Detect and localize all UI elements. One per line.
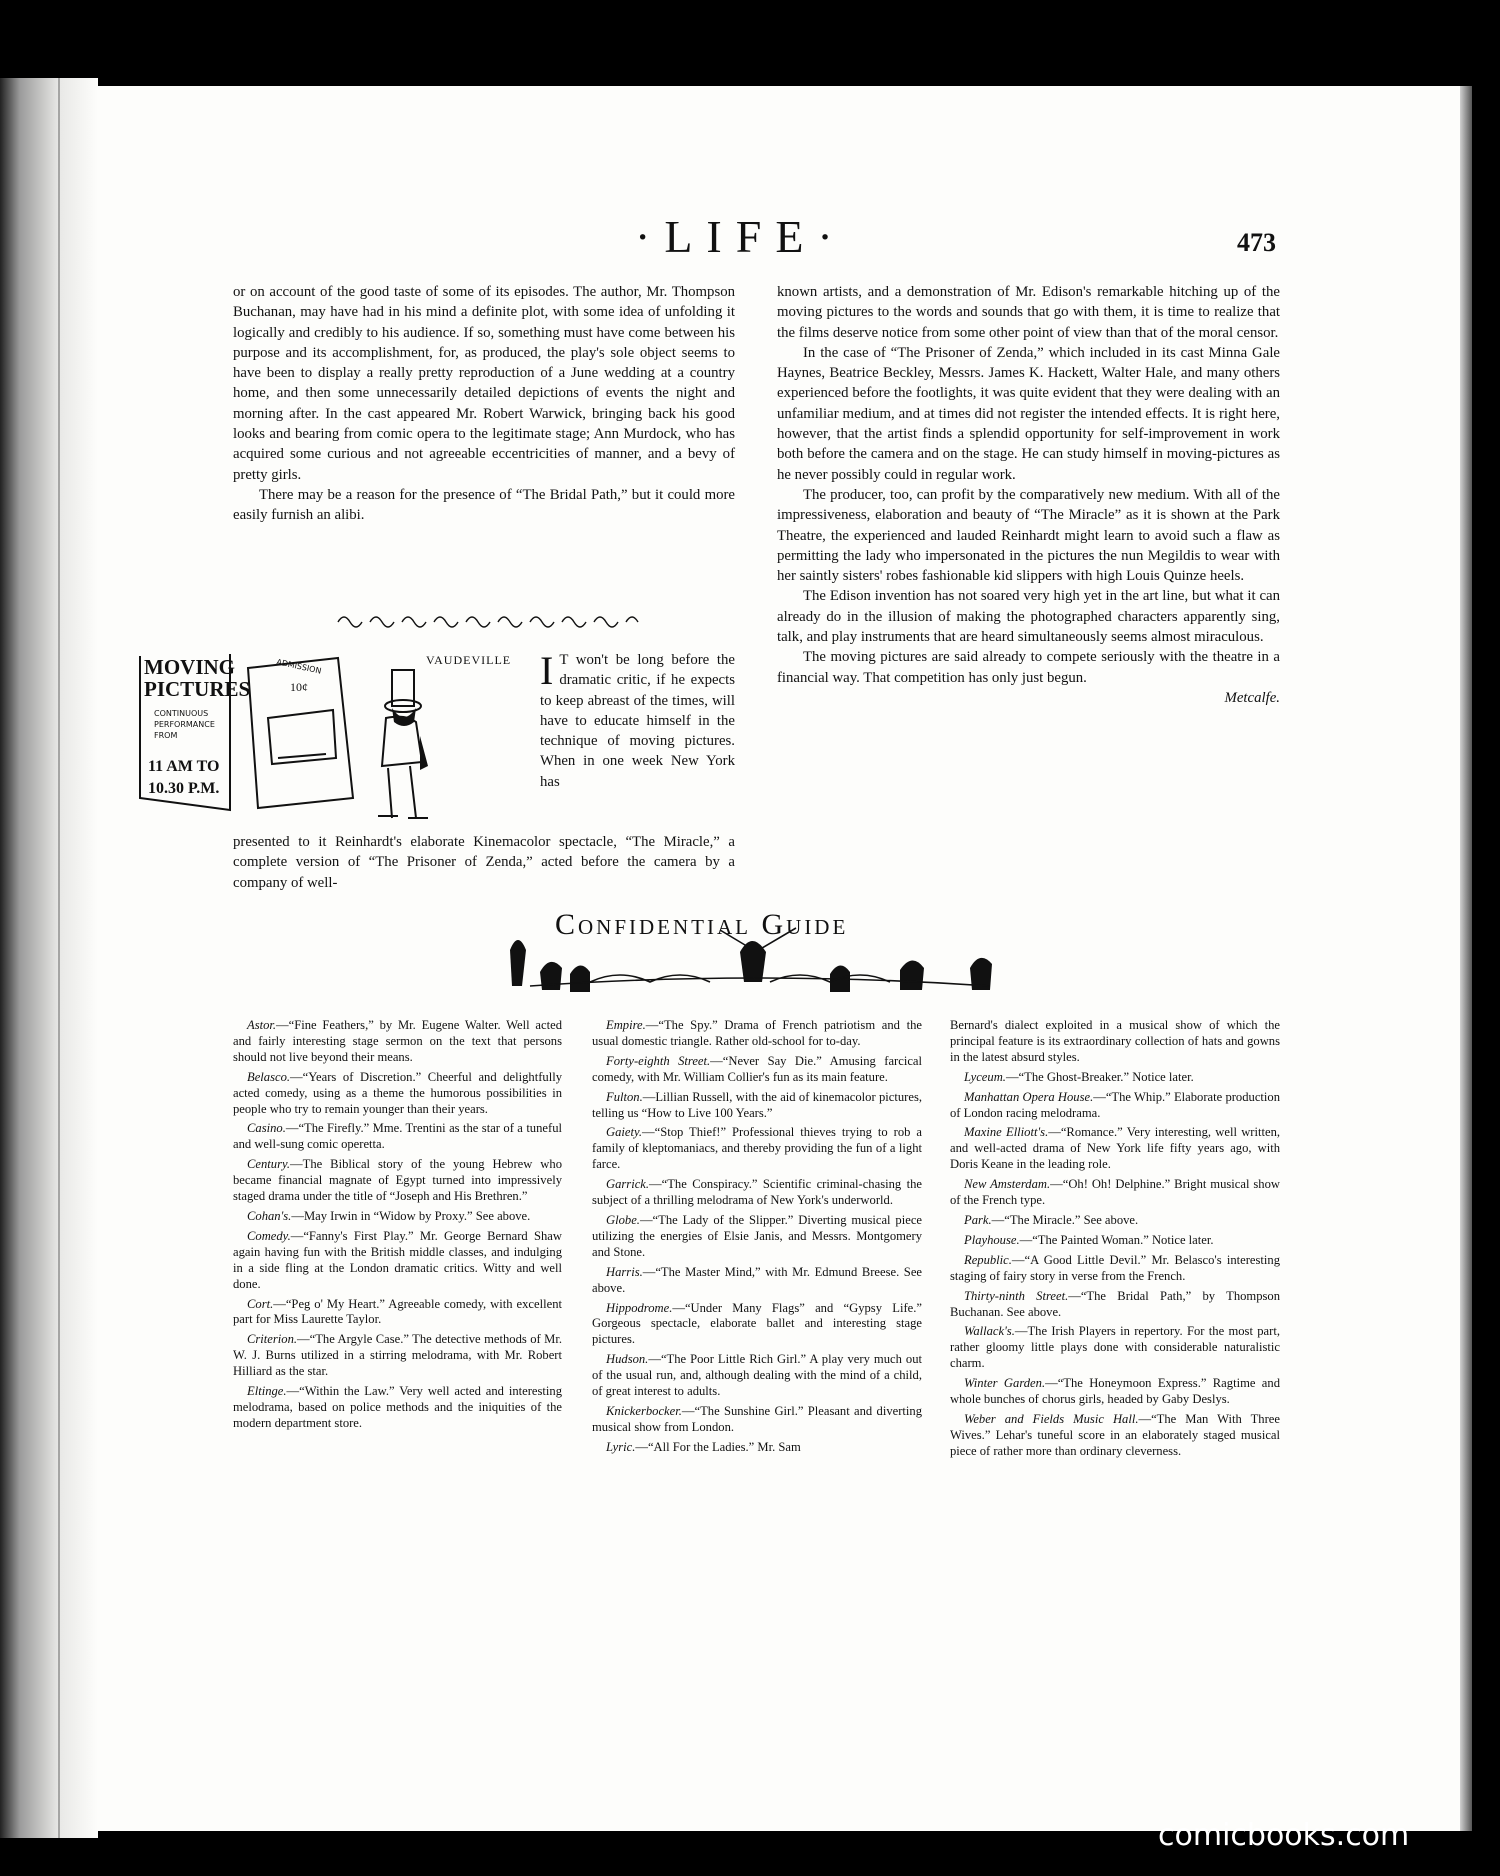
venue-name: Century. bbox=[247, 1157, 291, 1172]
venue-name: New Amsterdam. bbox=[964, 1177, 1051, 1192]
guide-entry bbox=[592, 1125, 922, 1173]
guide-continuation: Bernard's dialect exploited in a musical show of which the principal feature is its extraordinary collection of hats and gowns in the latest absurd styles. bbox=[950, 1018, 1280, 1064]
venue-description: —“A Good Little Devil.” Mr. Belasco's interesting staging of fairy story in verse from the French. bbox=[950, 1252, 1280, 1283]
right-column bbox=[777, 282, 1280, 708]
masthead: ·LIFE· bbox=[635, 211, 847, 262]
guide-entry bbox=[950, 1233, 1280, 1249]
sign-hours bbox=[148, 756, 219, 800]
venue-description: —“Romance.” Very interesting, well written, and well-acted drama of New York life fifty years ago, with Doris Keane in the leading role. bbox=[950, 1125, 1281, 1172]
venue-description: —“The Bridal Path,” by Thompson Buchanan. See above. bbox=[950, 1288, 1281, 1319]
venue-name: Weber and Fields Music Hall. bbox=[964, 1411, 1139, 1426]
guide-entry bbox=[592, 1177, 922, 1209]
sign-hours-line: 11 AM TO bbox=[148, 758, 220, 775]
venue-description: —“The Painted Woman.” Notice later. bbox=[1019, 1232, 1214, 1247]
guide-column-1 bbox=[233, 1018, 562, 1436]
left-column-bottom bbox=[233, 832, 735, 893]
venue-name: Harris. bbox=[606, 1264, 643, 1279]
review-paragraph: or on account of the good taste of some of its episodes. The author, Mr. Thompson Buchanan, may have had in his mind a definite plot, with some idea of unfolding it logically and credibly to his audience. If so, something must have come between his purpose and its accomplishment, for, as produced, the play's sole object seems to have been to display a really pretty reproduction of a June wedding at a country home, and then some unnecessarily detailed depictions of events the night and morning after. In the cast appeared Mr. Robert Warwick, bringing back his good looks and bearing from comic opera to the legitimate stage; Ann Murdock, who has acquired some curious and not agreeable eccentricities of manner, and a bevy of pretty girls. bbox=[233, 284, 735, 483]
moving-pictures-cartoon bbox=[138, 648, 528, 828]
venue-description: —“All For the Ladies.” Mr. Sam bbox=[635, 1439, 801, 1454]
venue-name: Cort. bbox=[247, 1296, 274, 1311]
booth-label: ADMISSION bbox=[275, 657, 323, 676]
binding-gutter bbox=[0, 78, 98, 1838]
venue-name: Lyceum. bbox=[964, 1069, 1006, 1084]
guide-entry bbox=[592, 1213, 922, 1261]
venue-name: Empire. bbox=[606, 1018, 646, 1032]
guide-entry bbox=[233, 1297, 562, 1329]
venue-name: Knickerbocker. bbox=[606, 1403, 682, 1418]
venue-name: Wallack's. bbox=[964, 1324, 1015, 1339]
guide-title: Confidential Guide bbox=[555, 908, 849, 941]
venue-description: —Lillian Russell, with the aid of kinemacolor pictures, telling us “How to Live 100 Years.” bbox=[592, 1089, 922, 1120]
guide-entry bbox=[592, 1265, 922, 1297]
venue-name: Fulton. bbox=[606, 1089, 643, 1104]
vaudeville-wrap-text bbox=[540, 650, 735, 792]
venue-description: —The Biblical story of the young Hebrew who became financial magnate of Egypt turned into impressively staged drama under the title of “Joseph and His Brethren.” bbox=[233, 1157, 562, 1204]
venue-description: —“The Firefly.” Mme. Trentini as the star of a tuneful and well-sung comic operetta. bbox=[233, 1121, 562, 1152]
venue-name: Criterion. bbox=[247, 1332, 298, 1347]
venue-description: —“Peg o' My Heart.” Agreeable comedy, with excellent part for Miss Laurette Taylor. bbox=[233, 1296, 562, 1327]
venue-name: Casino. bbox=[247, 1121, 286, 1136]
venue-description: —“Stop Thief!” Professional thieves trying to rob a family of kleptomaniacs, and thereby providing the fun of a light farce. bbox=[592, 1125, 922, 1172]
venue-description: —“The Argyle Case.” The detective methods of Mr. W. J. Burns utilized in a stirring melodrama, with Mr. Robert Hilliard as the star. bbox=[233, 1332, 562, 1379]
section-label: VAUDEVILLE bbox=[426, 653, 512, 667]
venue-name: Comedy. bbox=[247, 1228, 291, 1243]
venue-name: Eltinge. bbox=[247, 1384, 287, 1399]
guide-entry bbox=[950, 1213, 1280, 1229]
sign-title bbox=[144, 656, 250, 700]
venue-name: Garrick. bbox=[606, 1177, 650, 1192]
review-paragraph: There may be a reason for the presence of “The Bridal Path,” but it could more easily furnish an alibi. bbox=[233, 486, 735, 524]
venue-description: —“The Miracle.” See above. bbox=[991, 1212, 1139, 1227]
venue-name: Hudson. bbox=[606, 1352, 649, 1367]
review-paragraph: presented to it Reinhardt's elaborate Kinemacolor spectacle, “The Miracle,” a complete version of “The Prisoner of Zenda,” acted before the camera by a company of well- bbox=[233, 834, 735, 891]
venue-description: —“Years of Discretion.” Cheerful and delightfully acted comedy, using as a theme the humorous possibilities in people who try to remain younger than their years. bbox=[233, 1069, 562, 1116]
venue-description: —“The Master Mind,” with Mr. Edmund Breese. See above. bbox=[592, 1264, 922, 1295]
venue-description: —“Within the Law.” Very well acted and interesting melodrama, based on police methods and the iniquities of the modern department store. bbox=[233, 1384, 562, 1430]
venue-name: Playhouse. bbox=[964, 1232, 1020, 1247]
guide-entry bbox=[950, 1253, 1280, 1285]
author-signature: Metcalfe. bbox=[1224, 689, 1280, 706]
venue-description: —“The Ghost-Breaker.” Notice later. bbox=[1005, 1069, 1194, 1084]
venue-description: —“The Conspiracy.” Scientific criminal-chasing the subject of a thrilling melodrama of New York's underworld. bbox=[592, 1177, 922, 1208]
guide-entry bbox=[950, 1090, 1280, 1122]
guide-entry bbox=[592, 1090, 922, 1122]
guide-entry bbox=[950, 1070, 1280, 1086]
left-column-top bbox=[233, 282, 735, 526]
sign-title-line: PICTURES bbox=[144, 677, 251, 701]
venue-name: Winter Garden. bbox=[964, 1376, 1046, 1391]
venue-name: Cohan's. bbox=[247, 1208, 292, 1223]
venue-description: —“Never Say Die.” Amusing farcical comedy, with Mr. William Collier's fun as its main feature. bbox=[592, 1053, 922, 1084]
sign-detail-line: CONTINUOUS bbox=[154, 709, 209, 718]
guide-entry bbox=[950, 1177, 1280, 1209]
review-paragraph: The Edison invention has not soared very high yet in the art line, but what it can already do in the illusion of making the photographed characters apparently sing, talk, and play instruments that are heard simultaneously seems almost miraculous. bbox=[777, 588, 1280, 646]
venue-description: —“Under Many Flags” and “Gypsy Life.” Gorgeous spectacle, elaborate ballet and interesting stage pictures. bbox=[592, 1300, 922, 1347]
guide-entry bbox=[950, 1289, 1280, 1321]
venue-name: Maxine Elliott's. bbox=[964, 1125, 1049, 1140]
guide-entry bbox=[592, 1352, 922, 1400]
guide-entry bbox=[592, 1054, 922, 1086]
venue-description: —“The Poor Little Rich Girl.” A play very much out of the usual run, and, although dealing with the mind of a child, of great interest to adults. bbox=[592, 1352, 922, 1399]
venue-name: Thirty-ninth Street. bbox=[964, 1288, 1069, 1303]
drop-cap: I bbox=[540, 648, 554, 693]
venue-name: Astor. bbox=[247, 1018, 277, 1032]
sign-hours-line: 10.30 P.M. bbox=[148, 780, 220, 797]
venue-name: Gaiety. bbox=[606, 1125, 643, 1140]
guide-entry bbox=[233, 1070, 562, 1118]
guide-entry bbox=[950, 1324, 1280, 1372]
guide-entry bbox=[592, 1018, 922, 1050]
venue-description: —The Irish Players in repertory. For the most part, rather gloomy little plays done with considerable naturalistic charm. bbox=[950, 1324, 1280, 1371]
sign-details bbox=[154, 708, 215, 741]
venue-name: Forty-eighth Street. bbox=[606, 1053, 711, 1068]
venue-description: —“The Lady of the Slipper.” Diverting musical piece utilizing the energies of Elsie Janis, and Messrs. Montgomery and Stone. bbox=[592, 1212, 922, 1259]
guide-entry bbox=[592, 1404, 922, 1436]
ornament-divider bbox=[330, 610, 650, 634]
venue-description: —“Fanny's First Play.” Mr. George Bernard Shaw again having fun with the British middle classes, and indulging in a side fling at the London dramatic critics. Witty and well done. bbox=[233, 1228, 562, 1291]
booth-price: 10¢ bbox=[290, 680, 308, 694]
guide-entry bbox=[592, 1301, 922, 1349]
sign-detail-line: FROM bbox=[154, 731, 178, 740]
guide-entry bbox=[233, 1018, 562, 1066]
venue-name: Lyric. bbox=[606, 1439, 636, 1454]
review-paragraph: The producer, too, can profit by the comparatively new medium. With all of the impressiveness, elaboration and beauty of “The Miracle” as it is shown at the Park Theatre, the experienced and lauded Reinhardt might learn to avoid such a flaw as permitting the lady who impersonated in the pictures the nun Megildis to wear with her saintly sisters' robes fashionable kid slippers with high Louis Quinze heels. bbox=[777, 486, 1280, 585]
guide-entry bbox=[233, 1121, 562, 1153]
guide-entry bbox=[233, 1384, 562, 1432]
review-paragraph: In the case of “The Prisoner of Zenda,” which included in its cast Minna Gale Haynes, Beatrice Beckley, Messrs. James K. Hackett, Walter Hale, and many others experienced before the footlights, it was quite evident that they were dealing with an unfamiliar medium, and at times did not register the intended effects. It is right here, however, that the artist finds a splendid opportunity for self-improvement in work both before the camera and on the stage. He can study himself in moving-pictures as he never possibly could in regular work. bbox=[777, 344, 1280, 483]
sign-title-line: MOVING bbox=[144, 655, 235, 679]
guide-entry bbox=[592, 1440, 922, 1456]
venue-name: Republic. bbox=[964, 1252, 1012, 1267]
venue-name: Globe. bbox=[606, 1212, 640, 1227]
venue-description: —“Fine Feathers,” by Mr. Eugene Walter. Well acted and fairly interesting stage sermon on the text that persons should not live beyond their means. bbox=[233, 1018, 562, 1064]
venue-description: —May Irwin in “Widow by Proxy.” See above. bbox=[291, 1208, 531, 1223]
venue-name: Belasco. bbox=[247, 1069, 291, 1084]
venue-description: —“The Whip.” Elaborate production of London racing melodrama. bbox=[950, 1089, 1281, 1120]
review-paragraph: known artists, and a demonstration of Mr. Edison's remarkable hitching up of the moving pictures to the words and sounds that go with them, it is time to realize that the films deserve notice from some other point of view than that of the moral censor. bbox=[777, 284, 1280, 341]
guide-entry bbox=[233, 1332, 562, 1380]
guide-column-2 bbox=[592, 1018, 922, 1460]
venue-description: —“The Sunshine Girl.” Pleasant and diverting musical show from London. bbox=[592, 1403, 922, 1434]
page-edge-shadow bbox=[1460, 86, 1472, 1831]
watermark: comicbooks.com bbox=[1158, 1818, 1410, 1853]
guide-entry bbox=[233, 1209, 562, 1225]
review-paragraph: The moving pictures are said already to compete seriously with the theatre in a financial way. That competition has only just begun. bbox=[777, 649, 1280, 686]
guide-entry bbox=[233, 1229, 562, 1293]
venue-description: —“The Man With Three Wives.” Lehar's tuneful score in an elaborately staged musical piece of rather more than ordinary cleverness. bbox=[950, 1411, 1280, 1458]
guide-entry bbox=[950, 1376, 1280, 1408]
wrap-paragraph: T won't be long before the dramatic critic, if he expects to keep abreast of the times, will have to educate himself in the technique of moving pictures. When in one week New York has bbox=[540, 652, 735, 790]
guide-entry bbox=[950, 1125, 1280, 1173]
venue-name: Hippodrome. bbox=[606, 1300, 673, 1315]
guide-entry bbox=[950, 1412, 1280, 1460]
guide-entry bbox=[233, 1157, 562, 1205]
page-number: 473 bbox=[1237, 228, 1276, 257]
sign-detail-line: PERFORMANCE bbox=[154, 720, 215, 729]
venue-description: —“Oh! Oh! Delphine.” Bright musical show of the French type. bbox=[950, 1177, 1280, 1208]
venue-name: Manhattan Opera House. bbox=[964, 1089, 1094, 1104]
venue-description: —“The Spy.” Drama of French patriotism and the usual domestic triangle. Rather old-school for to-day. bbox=[592, 1018, 922, 1048]
venue-description: —“The Honeymoon Express.” Ragtime and whole bunches of chorus girls, headed by Gaby Deslys. bbox=[950, 1376, 1280, 1407]
venue-name: Park. bbox=[964, 1212, 992, 1227]
guide-column-3 bbox=[950, 1018, 1280, 1464]
